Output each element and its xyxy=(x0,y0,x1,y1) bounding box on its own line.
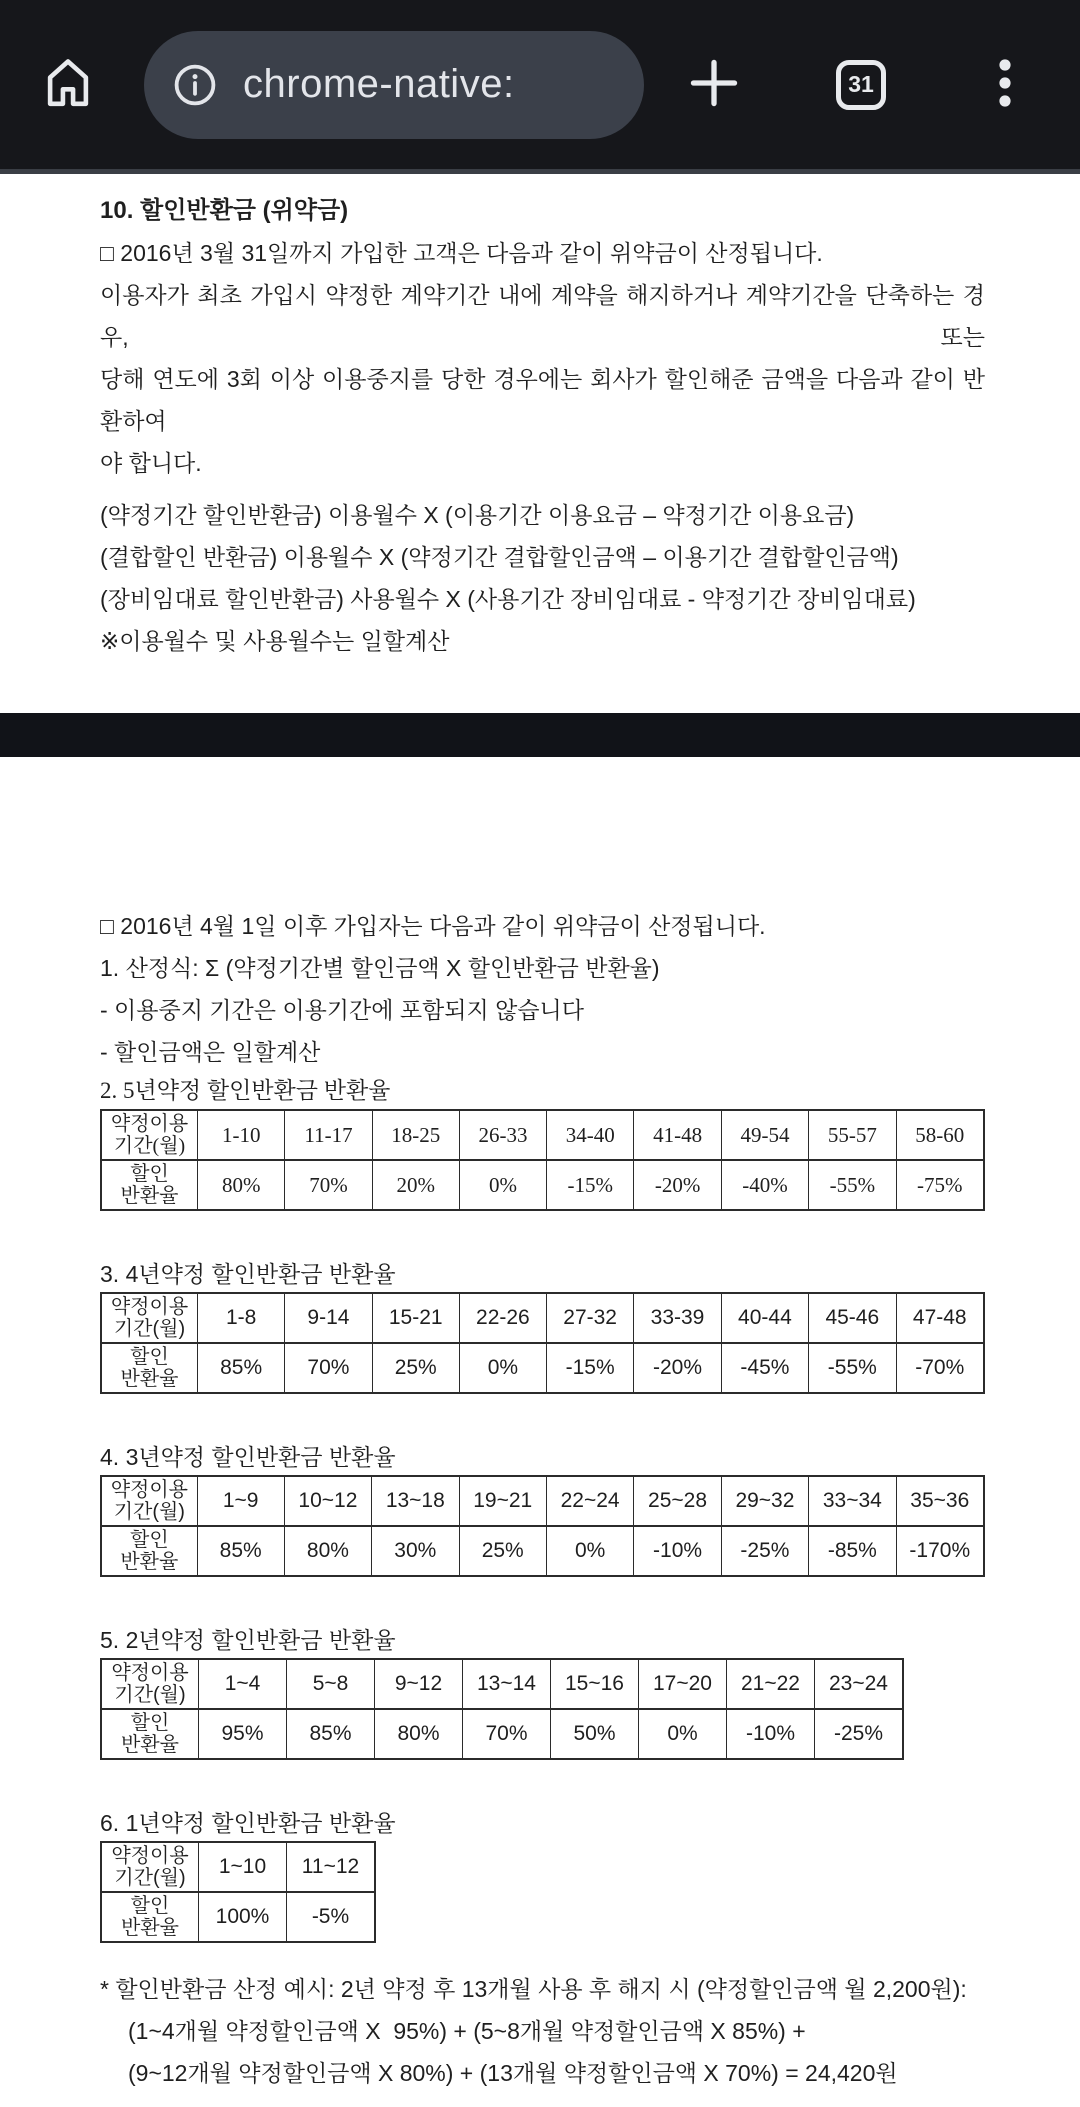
period-cell: 23~24 xyxy=(815,1659,904,1709)
rate-cell: 85% xyxy=(197,1526,284,1576)
period-cell: 22-26 xyxy=(459,1293,546,1343)
paragraph-line: 당해 연도에 3회 이상 이용중지를 당한 경우에는 회사가 할인해준 금액을 다음과 같이 반환하여 xyxy=(100,366,985,434)
period-cell: 55-57 xyxy=(809,1110,896,1160)
tab-count: 31 xyxy=(848,71,874,97)
period-cell: 34-40 xyxy=(547,1110,634,1160)
rate-cell: 85% xyxy=(287,1709,375,1759)
rate-table xyxy=(100,1841,376,1943)
period-cell: 15-21 xyxy=(372,1293,459,1343)
period-cell: 13~18 xyxy=(372,1476,459,1526)
rate-cell: 100% xyxy=(199,1892,287,1942)
rate-cell: 80% xyxy=(375,1709,463,1759)
menu-button[interactable] xyxy=(990,55,1020,115)
period-cell: 29~32 xyxy=(721,1476,808,1526)
doc-page-1 xyxy=(100,190,985,662)
period-cell: 33~34 xyxy=(809,1476,896,1526)
home-icon xyxy=(39,54,97,115)
rate-table xyxy=(100,1109,985,1211)
row-label: 약정이용 기간(월) xyxy=(101,1659,199,1709)
rate-cell: -55% xyxy=(809,1160,896,1210)
rate-table xyxy=(100,1658,904,1760)
info-icon[interactable] xyxy=(171,61,219,109)
rate-cell: -55% xyxy=(809,1343,896,1393)
formula-note: ※이용월수 및 사용월수는 일할계산 xyxy=(100,628,450,654)
rate-cell: 70% xyxy=(463,1709,551,1759)
rate-cell: -25% xyxy=(721,1526,808,1576)
rate-cell: -75% xyxy=(896,1160,984,1210)
period-cell: 27-32 xyxy=(546,1293,633,1343)
section-heading: 5. 2년약정 할인반환금 반환율 xyxy=(100,1627,396,1653)
rate-cell: -40% xyxy=(721,1160,808,1210)
rate-cell: 50% xyxy=(551,1709,639,1759)
period-cell: 21~22 xyxy=(727,1659,815,1709)
rate-cell: -45% xyxy=(721,1343,808,1393)
paragraph-line: 야 합니다. xyxy=(100,450,202,476)
period-cell: 35~36 xyxy=(896,1476,984,1526)
paragraph-line: - 이용중지 기간은 이용기간에 포함되지 않습니다 xyxy=(100,997,584,1023)
row-label: 약정이용 기간(월) xyxy=(101,1293,198,1343)
period-cell: 47-48 xyxy=(896,1293,984,1343)
url-text: chrome-native: xyxy=(243,62,515,106)
formula-line: (장비임대료 할인반환금) 사용월수 X (사용기간 장비임대료 - 약정기간 장비임대료) xyxy=(100,586,916,612)
home-button[interactable] xyxy=(38,55,98,115)
rate-cell: -20% xyxy=(634,1160,721,1210)
rate-cell: -5% xyxy=(287,1892,376,1942)
rate-cell: 20% xyxy=(372,1160,459,1210)
rate-cell: 30% xyxy=(372,1526,459,1576)
three-dot-menu-icon xyxy=(997,55,1013,114)
row-label: 약정이용 기간(월) xyxy=(101,1110,198,1160)
rate-cell: 25% xyxy=(459,1526,546,1576)
rate-cell: 0% xyxy=(459,1160,546,1210)
paragraph-line: □ 2016년 3월 31일까지 가입한 고객은 다음과 같이 위약금이 산정됩니다. xyxy=(100,240,823,266)
section-heading: 4. 3년약정 할인반환금 반환율 xyxy=(100,1444,396,1470)
rate-cell: 95% xyxy=(199,1709,287,1759)
document-view xyxy=(0,174,1080,2107)
rate-cell: -85% xyxy=(809,1526,896,1576)
row-label: 할인 반환율 xyxy=(101,1892,199,1942)
period-cell: 18-25 xyxy=(372,1110,459,1160)
rate-sections xyxy=(100,1073,985,1943)
period-cell: 11-17 xyxy=(285,1110,372,1160)
doc-title: 10. 할인반환금 (위약금) xyxy=(100,197,349,224)
period-cell: 1-10 xyxy=(198,1110,285,1160)
rate-cell: -10% xyxy=(634,1526,721,1576)
tab-switcher-button[interactable] xyxy=(836,60,886,110)
rate-cell: 0% xyxy=(546,1526,633,1576)
new-tab-button[interactable] xyxy=(684,55,744,115)
paragraph-line: - 할인금액은 일할계산 xyxy=(100,1039,321,1065)
example-line: * 할인반환금 산정 예시: 2년 약정 후 13개월 사용 후 해지 시 (약정할인금액 월 2,200원): xyxy=(100,1976,967,2002)
example-line: (9~12개월 약정할인금액 X 80%) + (13개월 약정할인금액 X 70%) = 24,420원 xyxy=(128,2060,898,2086)
formula-line: (약정기간 할인반환금) 이용월수 X (이용기간 이용요금 – 약정기간 이용요금) xyxy=(100,502,855,528)
period-cell: 1-8 xyxy=(198,1293,285,1343)
rate-cell: -15% xyxy=(546,1343,633,1393)
doc-page-2 xyxy=(100,905,985,2094)
intro2-paragraph xyxy=(100,905,985,1073)
period-cell: 1~4 xyxy=(199,1659,287,1709)
period-cell: 40-44 xyxy=(721,1293,808,1343)
rate-cell: -70% xyxy=(896,1343,984,1393)
rate-cell: 25% xyxy=(372,1343,459,1393)
rate-cell: 0% xyxy=(459,1343,546,1393)
rate-cell: 80% xyxy=(284,1526,371,1576)
rate-table xyxy=(100,1292,985,1394)
url-bar[interactable] xyxy=(144,31,644,139)
intro-paragraph xyxy=(100,232,985,484)
period-cell: 17~20 xyxy=(639,1659,727,1709)
rate-cell: -170% xyxy=(896,1526,984,1576)
period-cell: 19~21 xyxy=(459,1476,546,1526)
period-cell: 9~12 xyxy=(375,1659,463,1709)
row-label: 할인 반환율 xyxy=(101,1526,197,1576)
section-heading: 6. 1년약정 할인반환금 반환율 xyxy=(100,1810,396,1836)
rate-cell: 0% xyxy=(639,1709,727,1759)
period-cell: 26-33 xyxy=(459,1110,546,1160)
rate-cell: 85% xyxy=(198,1343,285,1393)
period-cell: 58-60 xyxy=(896,1110,984,1160)
rate-section xyxy=(100,1256,985,1394)
row-label: 약정이용 기간(월) xyxy=(101,1842,199,1892)
example-line: (1~4개월 약정할인금액 X 95%) + (5~8개월 약정할인금액 X 85%) + xyxy=(128,2018,806,2044)
rate-cell: -10% xyxy=(727,1709,815,1759)
period-cell: 11~12 xyxy=(287,1842,376,1892)
plus-icon xyxy=(685,54,743,115)
browser-toolbar xyxy=(0,0,1080,169)
formula-line: (결합할인 반환금) 이용월수 X (약정기간 결합할인금액 – 이용기간 결합할인금액) xyxy=(100,544,899,570)
page-separator xyxy=(0,713,1080,757)
period-cell: 22~24 xyxy=(546,1476,633,1526)
rate-cell: 70% xyxy=(285,1343,372,1393)
period-cell: 15~16 xyxy=(551,1659,639,1709)
rate-section xyxy=(100,1073,985,1211)
row-label: 할인 반환율 xyxy=(101,1343,198,1393)
rate-section xyxy=(100,1805,985,1943)
rate-cell: -15% xyxy=(547,1160,634,1210)
period-cell: 1~10 xyxy=(199,1842,287,1892)
period-cell: 45-46 xyxy=(809,1293,896,1343)
period-cell: 41-48 xyxy=(634,1110,721,1160)
row-label: 할인 반환율 xyxy=(101,1160,198,1210)
period-cell: 13~14 xyxy=(463,1659,551,1709)
section-heading: 3. 4년약정 할인반환금 반환율 xyxy=(100,1261,396,1287)
period-cell: 25~28 xyxy=(634,1476,721,1526)
period-cell: 33-39 xyxy=(634,1293,721,1343)
paragraph-line: 이용자가 최초 가입시 약정한 계약기간 내에 계약을 해지하거나 계약기간을 단축하는 경우, 또는 xyxy=(100,282,985,350)
period-cell: 10~12 xyxy=(284,1476,371,1526)
period-cell: 9-14 xyxy=(285,1293,372,1343)
rate-section xyxy=(100,1622,985,1760)
formula-block xyxy=(100,494,985,662)
example-block xyxy=(100,1968,985,2094)
rate-section xyxy=(100,1439,985,1577)
row-label: 할인 반환율 xyxy=(101,1709,199,1759)
rate-cell: -20% xyxy=(634,1343,721,1393)
rate-table xyxy=(100,1475,985,1577)
period-cell: 49-54 xyxy=(721,1110,808,1160)
rate-cell: 80% xyxy=(198,1160,285,1210)
period-cell: 1~9 xyxy=(197,1476,284,1526)
period-cell: 5~8 xyxy=(287,1659,375,1709)
section-heading: 2. 5년약정 할인반환금 반환율 xyxy=(100,1078,391,1103)
paragraph-line: 1. 산정식: Σ (약정기간별 할인금액 X 할인반환금 반환율) xyxy=(100,955,660,981)
paragraph-line: □ 2016년 4월 1일 이후 가입자는 다음과 같이 위약금이 산정됩니다. xyxy=(100,913,766,939)
rate-cell: 70% xyxy=(285,1160,372,1210)
rate-cell: -25% xyxy=(815,1709,904,1759)
row-label: 약정이용 기간(월) xyxy=(101,1476,197,1526)
